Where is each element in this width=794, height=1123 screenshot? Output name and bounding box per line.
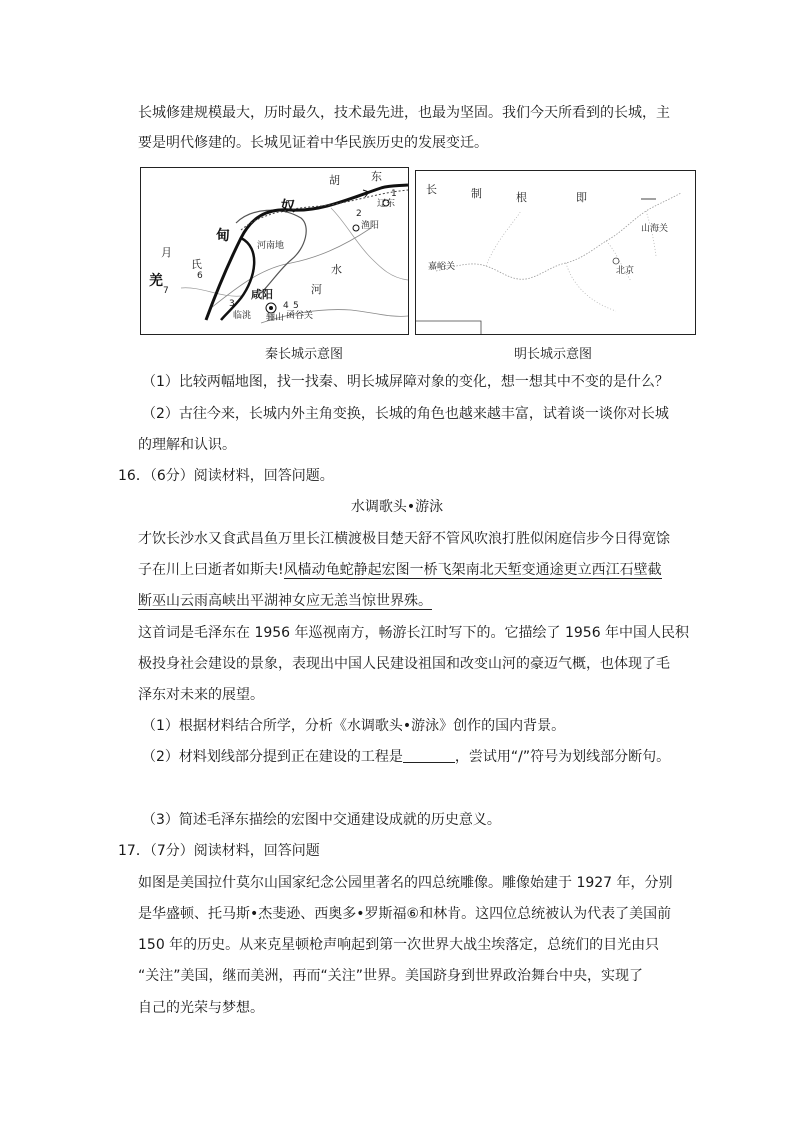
q16-sub1: （1）根据材料结合所学，分析《水调歌头•游泳》创作的国内背景。	[142, 718, 566, 734]
ming-label-d: 即	[576, 191, 587, 204]
label-n6: 6	[197, 271, 203, 281]
q15-sub1: （1）比较两幅地图，找一找秦、明长城屏障对象的变化，想一想其中不变的是什么？	[142, 374, 669, 390]
ming-label-a: 长	[426, 183, 437, 196]
label-n4: 4	[283, 301, 289, 311]
ming-label-e: 嘉峪关	[428, 262, 456, 272]
label-henandi: 河南地	[257, 241, 285, 251]
intro-line-1: 长城修建规模最大，历时最久，技术最先进，也最为坚固。我们今天所看到的长城，主	[138, 105, 670, 121]
label-hu: 胡	[329, 174, 340, 187]
q16-desc-line-2: 极投身社会建设的景象，表现出中国人民建设祖国和改变山河的豪迈气概，也体现了毛	[138, 656, 670, 672]
label-hangu: 函谷关	[286, 311, 314, 321]
label-n3: 3	[229, 299, 235, 309]
answer-blank[interactable]	[403, 748, 455, 763]
q16-desc-line-3: 泽东对未来的展望。	[138, 687, 264, 703]
ming-label-f: 山海关	[641, 224, 669, 234]
q16-sub3: （3）简述毛泽东描绘的宏图中交通建设成就的历史意义。	[142, 812, 501, 828]
label-yue: 月	[161, 246, 172, 259]
label-xianyang: 咸阳	[251, 288, 273, 301]
label-n7: 7	[163, 286, 169, 296]
label-dong: 东	[371, 170, 382, 183]
label-shui: 水	[331, 263, 342, 276]
label-n5: 5	[293, 301, 299, 311]
poem-line-3	[138, 591, 432, 611]
poem-line-2-plain: 子在川上曰逝者如斯夫!	[138, 562, 284, 578]
poem-line-3-underlined: 断巫山云雨高峡出平湖神女应无恙当惊世界殊。	[138, 593, 432, 609]
poem-line-1: 才饮长沙水又食武昌鱼万里长江横渡极目楚天舒不管风吹浪打胜似闲庭信步今日得宽馀	[138, 531, 670, 547]
qin-great-wall-map	[140, 167, 409, 335]
poem-line-2-underlined: 风樯动龟蛇静起宏图一桥飞架南北天堑变通途更立西江石壁截	[283, 562, 662, 578]
ming-label-g: 北京	[616, 266, 635, 276]
ming-label-b: 制	[471, 187, 482, 200]
label-lishan: 骊山	[266, 313, 285, 323]
q17-line-5: 自己的光荣与梦想。	[138, 1000, 264, 1016]
q17-line-2: 是华盛顿、托马斯•杰斐逊、西奥多•罗斯福⑥和林肯。这四位总统被认为代表了美国前	[138, 906, 672, 922]
label-n1: 1	[391, 189, 397, 199]
q16-sub2	[142, 747, 670, 767]
ming-map-caption: 明长城示意图	[514, 347, 593, 362]
intro-line-2: 要是明代修建的。长城见证着中华民族历史的发展变迁。	[138, 135, 488, 151]
label-liaodong: 辽东	[377, 199, 396, 209]
label-yuyang: 渔阳	[361, 221, 380, 231]
q16-sub2-before: （2）材料划线部分提到正在建设的工程是	[142, 749, 403, 765]
q15-sub2-line1: （2）古往今来，长城内外主角变换，长城的角色也越来越丰富，试着谈一谈你对长城	[142, 406, 669, 422]
poem-line-2	[138, 560, 662, 580]
q17-header: 17．（7分）阅读材料，回答问题	[118, 843, 320, 859]
q17-line-4: “关注”美国，继而美洲，再而“关注”世界。美国跻身到世界政治舞台中央，实现了	[138, 968, 644, 984]
q15-sub2-line2: 的理解和认识。	[138, 437, 236, 453]
label-shi: 氏	[191, 258, 202, 271]
q16-sub2-after: ，尝试用“/”符号为划线部分断句。	[454, 749, 671, 765]
qin-map-caption: 秦长城示意图	[265, 347, 344, 362]
q16-header: 16．（6分）阅读材料，回答问题。	[118, 468, 334, 484]
ming-great-wall-map	[415, 170, 696, 335]
label-qiang: 羌	[149, 273, 163, 289]
poem-title: 水调歌头•游泳	[350, 499, 444, 515]
label-nu: 奴	[281, 199, 295, 215]
q17-line-1: 如图是美国拉什莫尔山国家纪念公园里著名的四总统雕像。雕像始建于 1927 年，分别	[138, 875, 673, 891]
label-lintao: 临洮	[233, 311, 252, 321]
label-dian: 甸	[216, 228, 230, 244]
label-n2: 2	[356, 209, 362, 219]
q16-desc-line-1: 这首词是毛泽东在 1956 年巡视南方，畅游长江时写下的。它描绘了 1956 年中国人民积	[138, 625, 690, 641]
q17-line-3: 150 年的历史。从来克星顿枪声响起到第一次世界大战尘埃落定，总统们的目光由只	[138, 937, 660, 953]
label-he: 河	[311, 283, 322, 296]
ming-label-c: 根	[516, 191, 527, 204]
